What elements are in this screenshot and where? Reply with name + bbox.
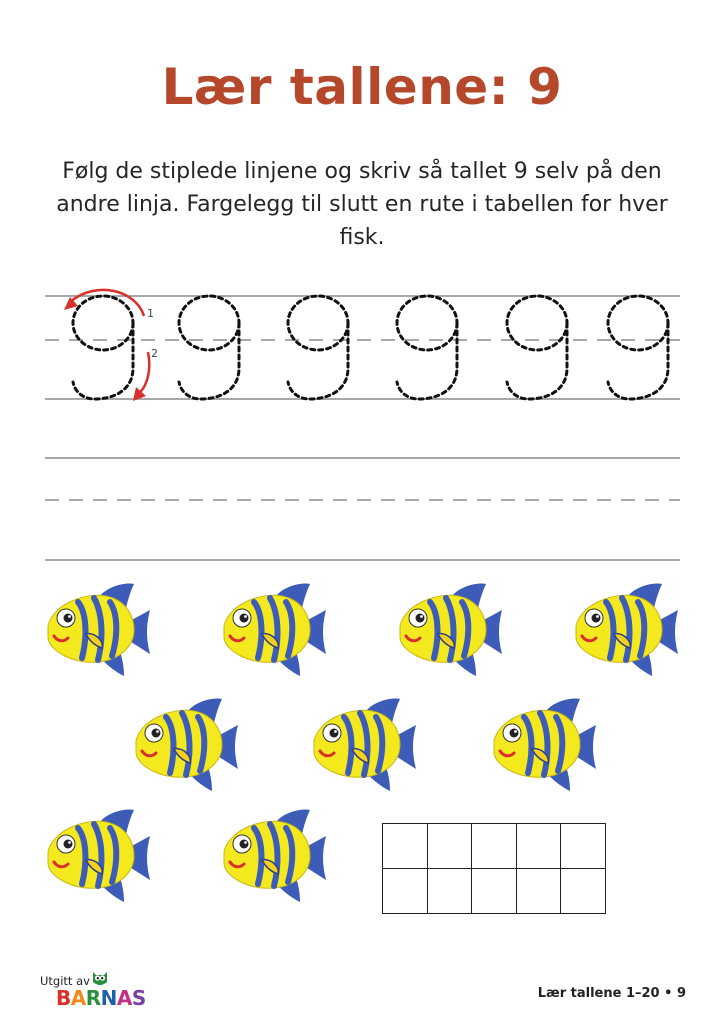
tally-cell[interactable] [427,869,472,914]
fish-icon [394,582,506,678]
tally-cell[interactable] [383,824,428,869]
brand-letter: R [85,986,101,1010]
tally-cell[interactable] [383,869,428,914]
trace-digit-nine [507,296,567,399]
trace-digit-nine [608,296,668,399]
fish-icon [218,582,330,678]
brand-letter: A [116,986,132,1010]
brand-letter: S [131,986,146,1010]
tally-cell[interactable] [561,824,606,869]
brand-letter: N [100,986,117,1010]
fish-icon [218,808,330,904]
tally-table[interactable] [382,823,606,914]
trace-digit-nine [397,296,457,399]
brand-wordmark [56,986,146,1010]
tracing-area [0,280,724,580]
page-title: Lær tallene: 9 [161,58,563,116]
tally-cell[interactable] [427,824,472,869]
instructions-text: Følg de stiplede linjene og skriv så tallet 9 selv på den andre linja. Fargelegg til slutt en rute i tabellen for hver fisk. [56,159,668,250]
tally-cell[interactable] [516,869,561,914]
tally-cell[interactable] [561,869,606,914]
stroke-label-1: 1 [147,307,154,320]
fish-icon [488,697,600,793]
brand-letter: A [70,986,86,1010]
tally-cell[interactable] [472,824,517,869]
tally-cell[interactable] [516,824,561,869]
stroke-arrow-2 [138,352,149,394]
fish-icon [570,582,682,678]
tally-cell[interactable] [472,869,517,914]
tally-row [383,824,606,869]
stroke-label-2: 2 [151,347,158,360]
brand-letter: B [56,986,71,1010]
fish-icon [130,697,242,793]
owl-mascot-icon [90,968,110,988]
tally-row [383,869,606,914]
page-label: Lær tallene 1–20 • 9 [537,986,686,1001]
fish-icon [42,808,154,904]
trace-digit-nine [179,296,239,399]
trace-digit-nine [288,296,348,399]
publisher-logo [40,968,170,1008]
fish-icon [308,697,420,793]
trace-digit-nine [73,296,133,399]
fish-icon [42,582,154,678]
publisher-prefix: Utgitt av [40,974,90,988]
